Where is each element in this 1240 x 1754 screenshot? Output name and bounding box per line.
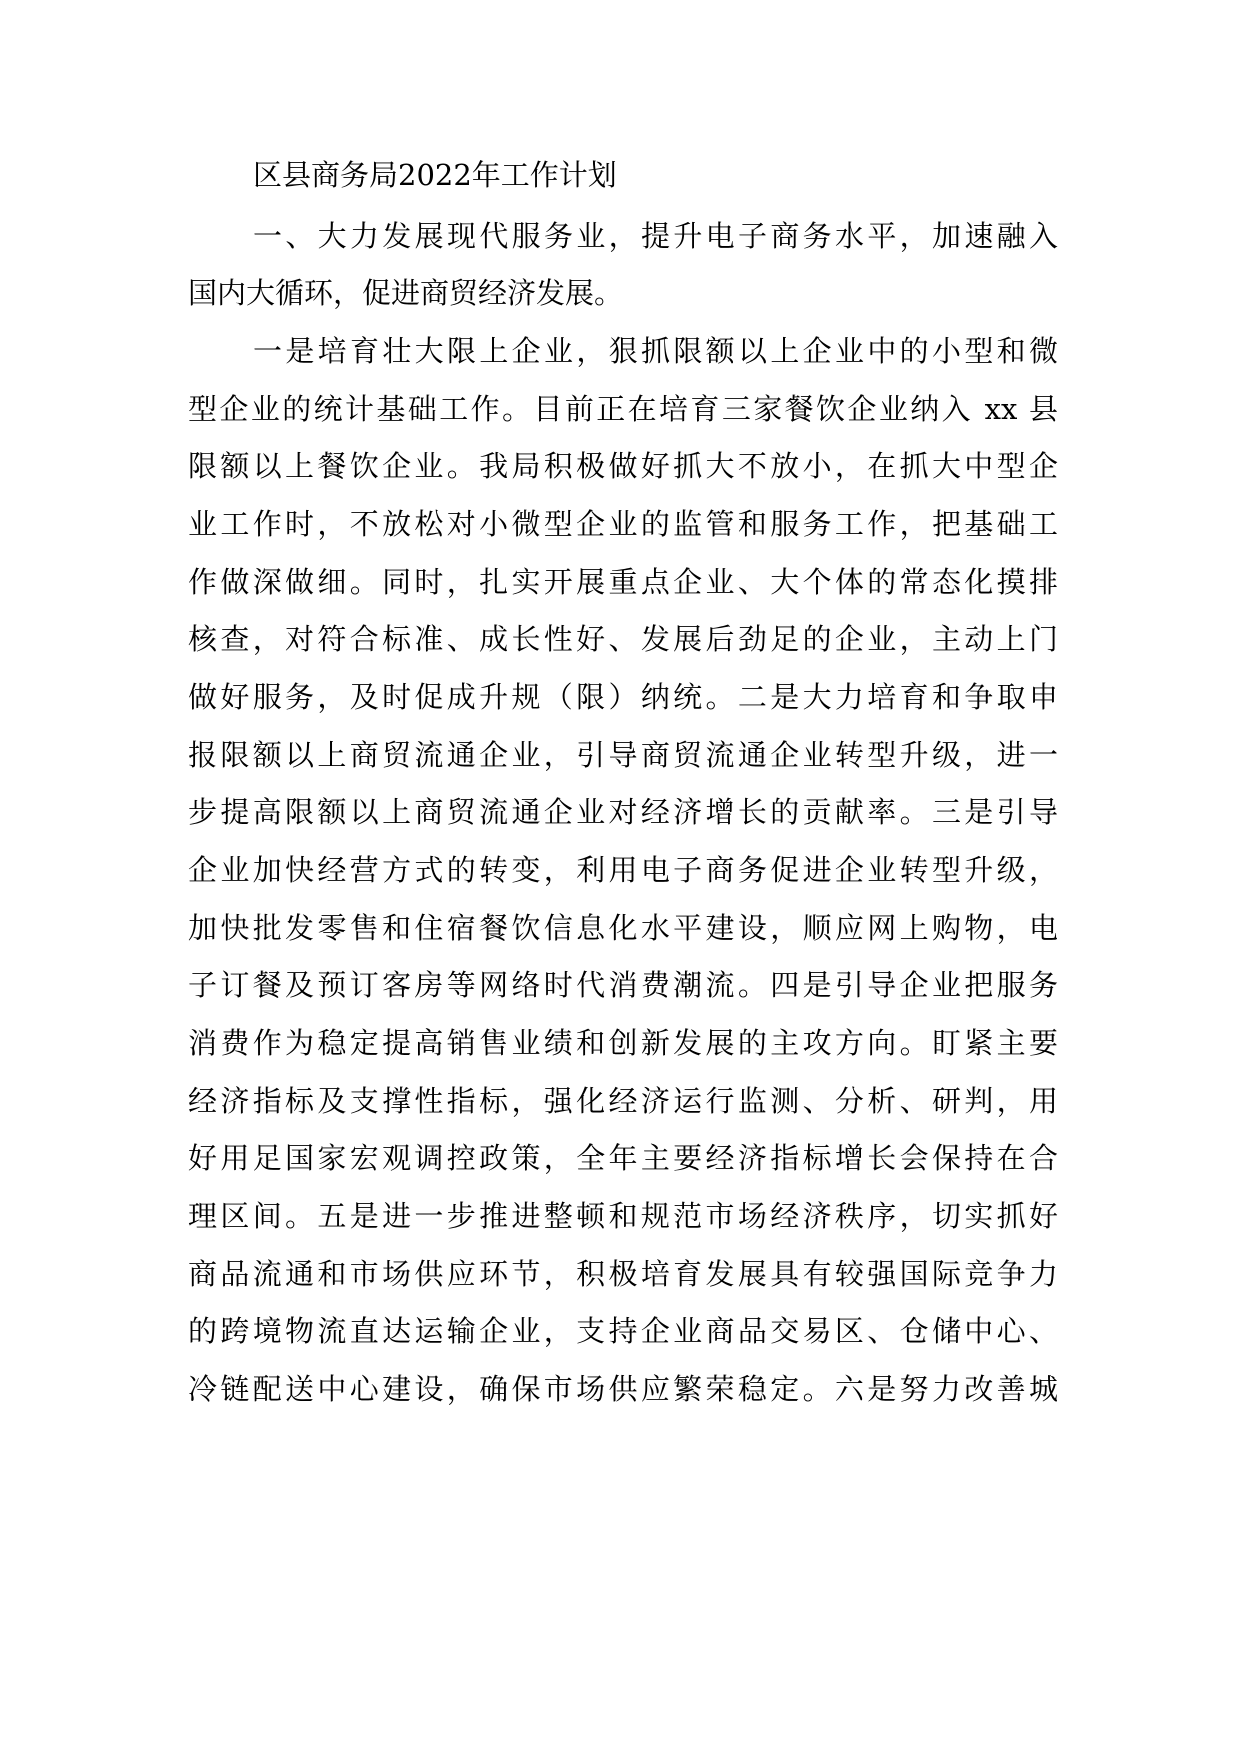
text-line: 消费作为稳定提高销售业绩和创新发展的主攻方向。盯紧主要 [188, 1026, 1058, 1060]
text-line: 加快批发零售和住宿餐饮信息化水平建设，顺应网上购物，电 [188, 911, 1058, 945]
text-line: 国内大循环，促进商贸经济发展。 [188, 276, 624, 310]
text-line: 型企业的统计基础工作。目前正在培育三家餐饮企业纳入 xx 县 [188, 392, 1058, 426]
document-title: 区县商务局2022年工作计划 [253, 158, 617, 192]
text-line: 作做深做细。同时，扎实开展重点企业、大个体的常态化摸排 [188, 565, 1058, 599]
text-line: 一是培育壮大限上企业，狠抓限额以上企业中的小型和微 [253, 334, 1058, 368]
text-line: 好用足国家宏观调控政策，全年主要经济指标增长会保持在合 [188, 1141, 1058, 1175]
text-line: 经济指标及支撑性指标，强化经济运行监测、分析、研判，用 [188, 1084, 1058, 1118]
text-line: 一、大力发展现代服务业，提升电子商务水平，加速融入 [253, 219, 1058, 253]
text-line: 企业加快经营方式的转变，利用电子商务促进企业转型升级， [188, 853, 1058, 887]
text-line: 理区间。五是进一步推进整顿和规范市场经济秩序，切实抓好 [188, 1199, 1058, 1233]
text-line: 商品流通和市场供应环节，积极培育发展具有较强国际竞争力 [188, 1257, 1058, 1291]
text-line: 冷链配送中心建设，确保市场供应繁荣稳定。六是努力改善城 [188, 1372, 1058, 1406]
text-line: 做好服务，及时促成升规（限）纳统。二是大力培育和争取申 [188, 680, 1058, 714]
text-line: 业工作时，不放松对小微型企业的监管和服务工作，把基础工 [188, 507, 1058, 541]
text-line: 的跨境物流直达运输企业，支持企业商品交易区、仓储中心、 [188, 1314, 1058, 1348]
text-line: 子订餐及预订客房等网络时代消费潮流。四是引导企业把服务 [188, 968, 1058, 1002]
text-line: 报限额以上商贸流通企业，引导商贸流通企业转型升级，进一 [188, 738, 1058, 772]
text-line: 限额以上餐饮企业。我局积极做好抓大不放小，在抓大中型企 [188, 449, 1058, 483]
text-line: 核查，对符合标准、成长性好、发展后劲足的企业，主动上门 [188, 622, 1058, 656]
text-line: 步提高限额以上商贸流通企业对经济增长的贡献率。三是引导 [188, 795, 1058, 829]
